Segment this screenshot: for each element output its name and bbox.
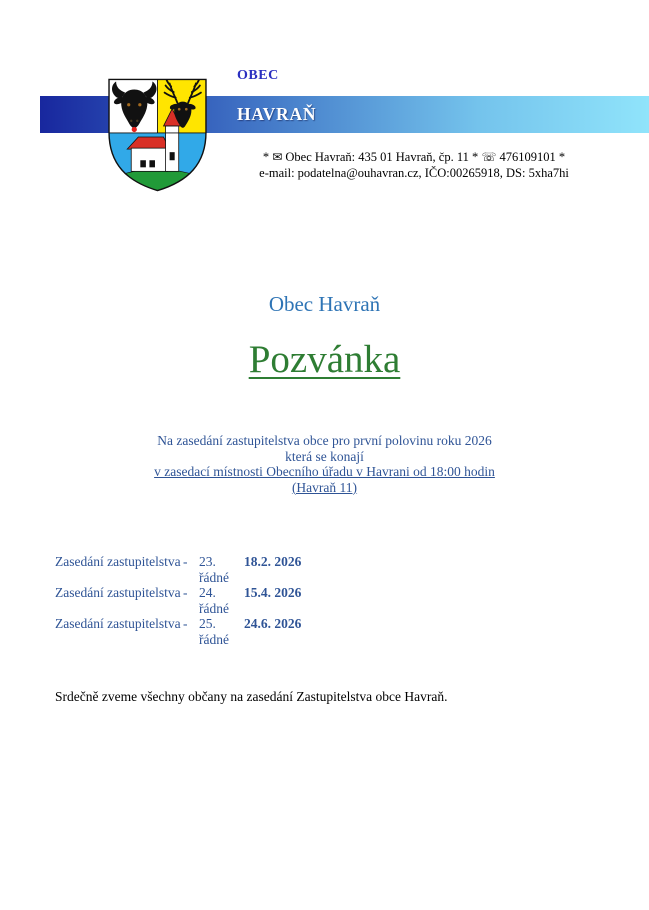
session-date: 24.6. 2026: [244, 616, 302, 631]
phone-number: 476109101: [499, 150, 556, 164]
session-dash: -: [183, 554, 188, 569]
postal-address: Obec Havraň: 435 01 Havraň, čp. 11: [285, 150, 469, 164]
envelope-icon: ✉: [272, 150, 283, 164]
session-ordinal: 23. řádné: [199, 554, 229, 585]
session-row: [55, 585, 301, 616]
session-date: 15.4. 2026: [244, 585, 302, 600]
session-row: [55, 554, 301, 585]
invitation-heading: Pozvánka: [248, 338, 401, 381]
closing-sentence: Srdečně zveme všechny občany na zasedání Zastupitelstva obce Havraň.: [55, 689, 448, 704]
session-row: [55, 616, 301, 647]
contact-block: [234, 149, 594, 181]
session-dash: -: [183, 616, 188, 631]
session-label: Zasedání zastupitelstva: [55, 585, 181, 600]
session-label: Zasedání zastupitelstva: [55, 554, 181, 569]
session-label: Zasedání zastupitelstva: [55, 616, 181, 631]
intro-paragraph: [0, 433, 649, 495]
phone-icon: ☏: [481, 150, 497, 164]
page-title: Obec Havraň: [268, 292, 381, 316]
intro-line: (Havraň 11): [291, 479, 358, 495]
session-dash: -: [183, 585, 188, 600]
intro-line: Na zasedání zastupitelstva obce pro první polovinu roku 2026: [157, 433, 492, 448]
separator-star: *: [472, 150, 479, 164]
session-ordinal: 24. řádné: [199, 585, 229, 616]
coat-of-arms: [107, 77, 208, 193]
session-list: [55, 554, 301, 647]
municipality-name: HAVRAŇ: [237, 104, 317, 124]
intro-line: která se konají: [285, 448, 364, 464]
separator-star: *: [558, 150, 566, 164]
session-date: 18.2. 2026: [244, 554, 302, 569]
intro-line: v zasedací místnosti Obecního úřadu v Havrani od 18:00 hodin: [154, 464, 495, 479]
contact-line2: e-mail: podatelna@ouhavran.cz, IČO:00265918, DS: 5xha7hi: [259, 166, 569, 180]
contact-line1: [234, 149, 594, 165]
coat-of-arms-graphic: [107, 77, 208, 193]
session-ordinal: 25. řádné: [199, 616, 229, 647]
obec-label: OBEC: [237, 68, 279, 83]
separator-star: *: [262, 150, 270, 164]
